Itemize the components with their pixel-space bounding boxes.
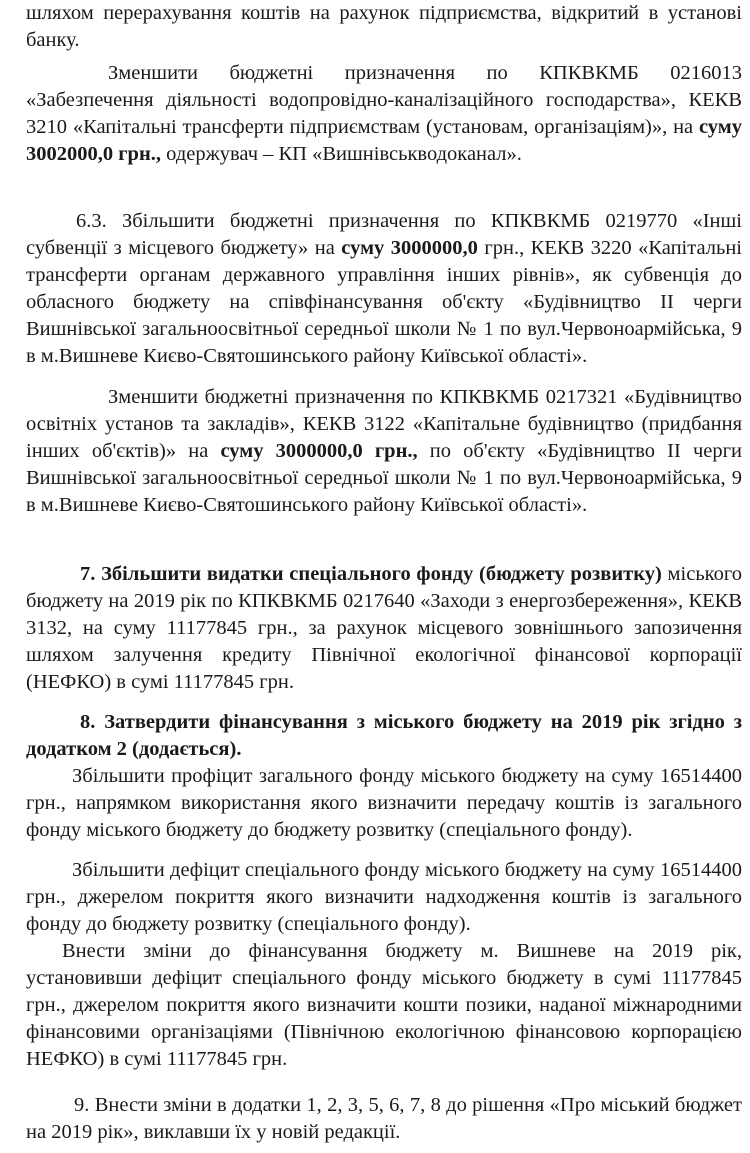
paragraph-7: [26, 561, 742, 696]
p63-sum: суму 3000000,0: [341, 237, 478, 259]
paragraph-6-3: [26, 208, 742, 370]
reduce-water-recipient: одержувач – КП «Вишнівськводоканал».: [161, 143, 522, 165]
paragraph-8-1: [26, 763, 742, 844]
paragraph-8-2: [26, 857, 742, 938]
p8-3-text: Внести зміни до фінансування бюджету м. Вишневе на 2019 рік, установивши дефіцит спеціального фонду міського бюджету в сумі 11177845 грн., джерелом покриття якого визначити кошти позики, наданої міжнародними фінансовими організаціями (Північною екологічною фінансовою корпорацією НЕФКО) в сумі 11177845 грн.: [26, 940, 742, 1070]
p63-text-c: грн., КЕКВ 3220 «Капітальні трансферти органам державного управління інших рівнів», як субвенція до обласного бюджету на співфінансування об'єкту «Будівництво ІІ черги Вишнівської загальноосвітньої середньої школи № 1 по вул.Червоноармійська, 9 в м.Вишневе Києво-Святошинського району Київської області».: [26, 237, 742, 367]
p63-text-a: 6.3. Збільшити бюджетні призначення по КПКВКМБ 0219770 «Інші субвенції з місцевого бюджету» на: [26, 210, 742, 259]
paragraph-8-heading: [26, 709, 742, 763]
p7-heading: 7. Збільшити видатки спеціального фонду (бюджету розвитку): [80, 563, 662, 585]
reduce-school-sum: суму 3000000,0 грн.,: [220, 440, 418, 462]
p8-2-text: Збільшити дефіцит спеціального фонду міського бюджету на суму 16514400 грн., джерелом покриття якого визначити надходження коштів із загального фонду до бюджету розвитку (спеціального фонду).: [26, 859, 742, 935]
paragraph-reduce-water: [26, 60, 742, 168]
p7-text: міського бюджету на 2019 рік по КПКВКМБ 0217640 «Заходи з енергозбереження», КЕКВ 3132, на суму 11177845 грн., за рахунок місцевого зовнішнього запозичення шляхом залучення кредиту Північної екологічної фінансової корпорації (НЕФКО) в сумі 11177845 грн.: [26, 563, 742, 693]
paragraph-8-3: [26, 938, 742, 1073]
reduce-school-text-a: Зменшити бюджетні призначення по КПКВКМБ 0217321 «Будівництво освітніх установ та закладів», КЕКВ 3122 «Капітальне будівництво (придбання інших об'єктів)» на: [26, 386, 742, 462]
reduce-water-sum: суму 3002000,0 грн.,: [26, 116, 742, 165]
p8-heading: 8. Затвердити фінансування з міського бюджету на 2019 рік згідно з додатком 2 (додається).: [26, 711, 742, 760]
paragraph-top: [26, 0, 742, 54]
reduce-water-text: Зменшити бюджетні призначення по КПКВКМБ 0216013 «Забезпечення діяльності водопровідно-каналізаційного господарства», КЕКВ 3210 «Капітальні трансферти підприємствам (установам, організаціям)», на: [26, 62, 742, 138]
p8-1-text: Збільшити профіцит загального фонду міського бюджету на суму 16514400 грн., напрямком використання якого визначити передачу коштів із загального фонду міського бюджету до бюджету розвитку (спеціального фонду).: [26, 765, 742, 841]
reduce-school-text-c: по об'єкту «Будівництво ІІ черги Вишнівської загальноосвітньої середньої школи № 1 по вул.Червоноармійська, 9 в м.Вишневе Києво-Святошинського району Київської області».: [26, 440, 742, 516]
p9-text: 9. Внести зміни в додатки 1, 2, 3, 5, 6, 7, 8 до рішення «Про міський бюджет на 2019 рік», виклавши їх у новій редакції.: [26, 1094, 742, 1143]
paragraph-top-text: шляхом перерахування коштів на рахунок підприємства, відкритий в установі банку.: [26, 2, 742, 51]
paragraph-9: [26, 1092, 742, 1146]
paragraph-reduce-school: [26, 384, 742, 519]
